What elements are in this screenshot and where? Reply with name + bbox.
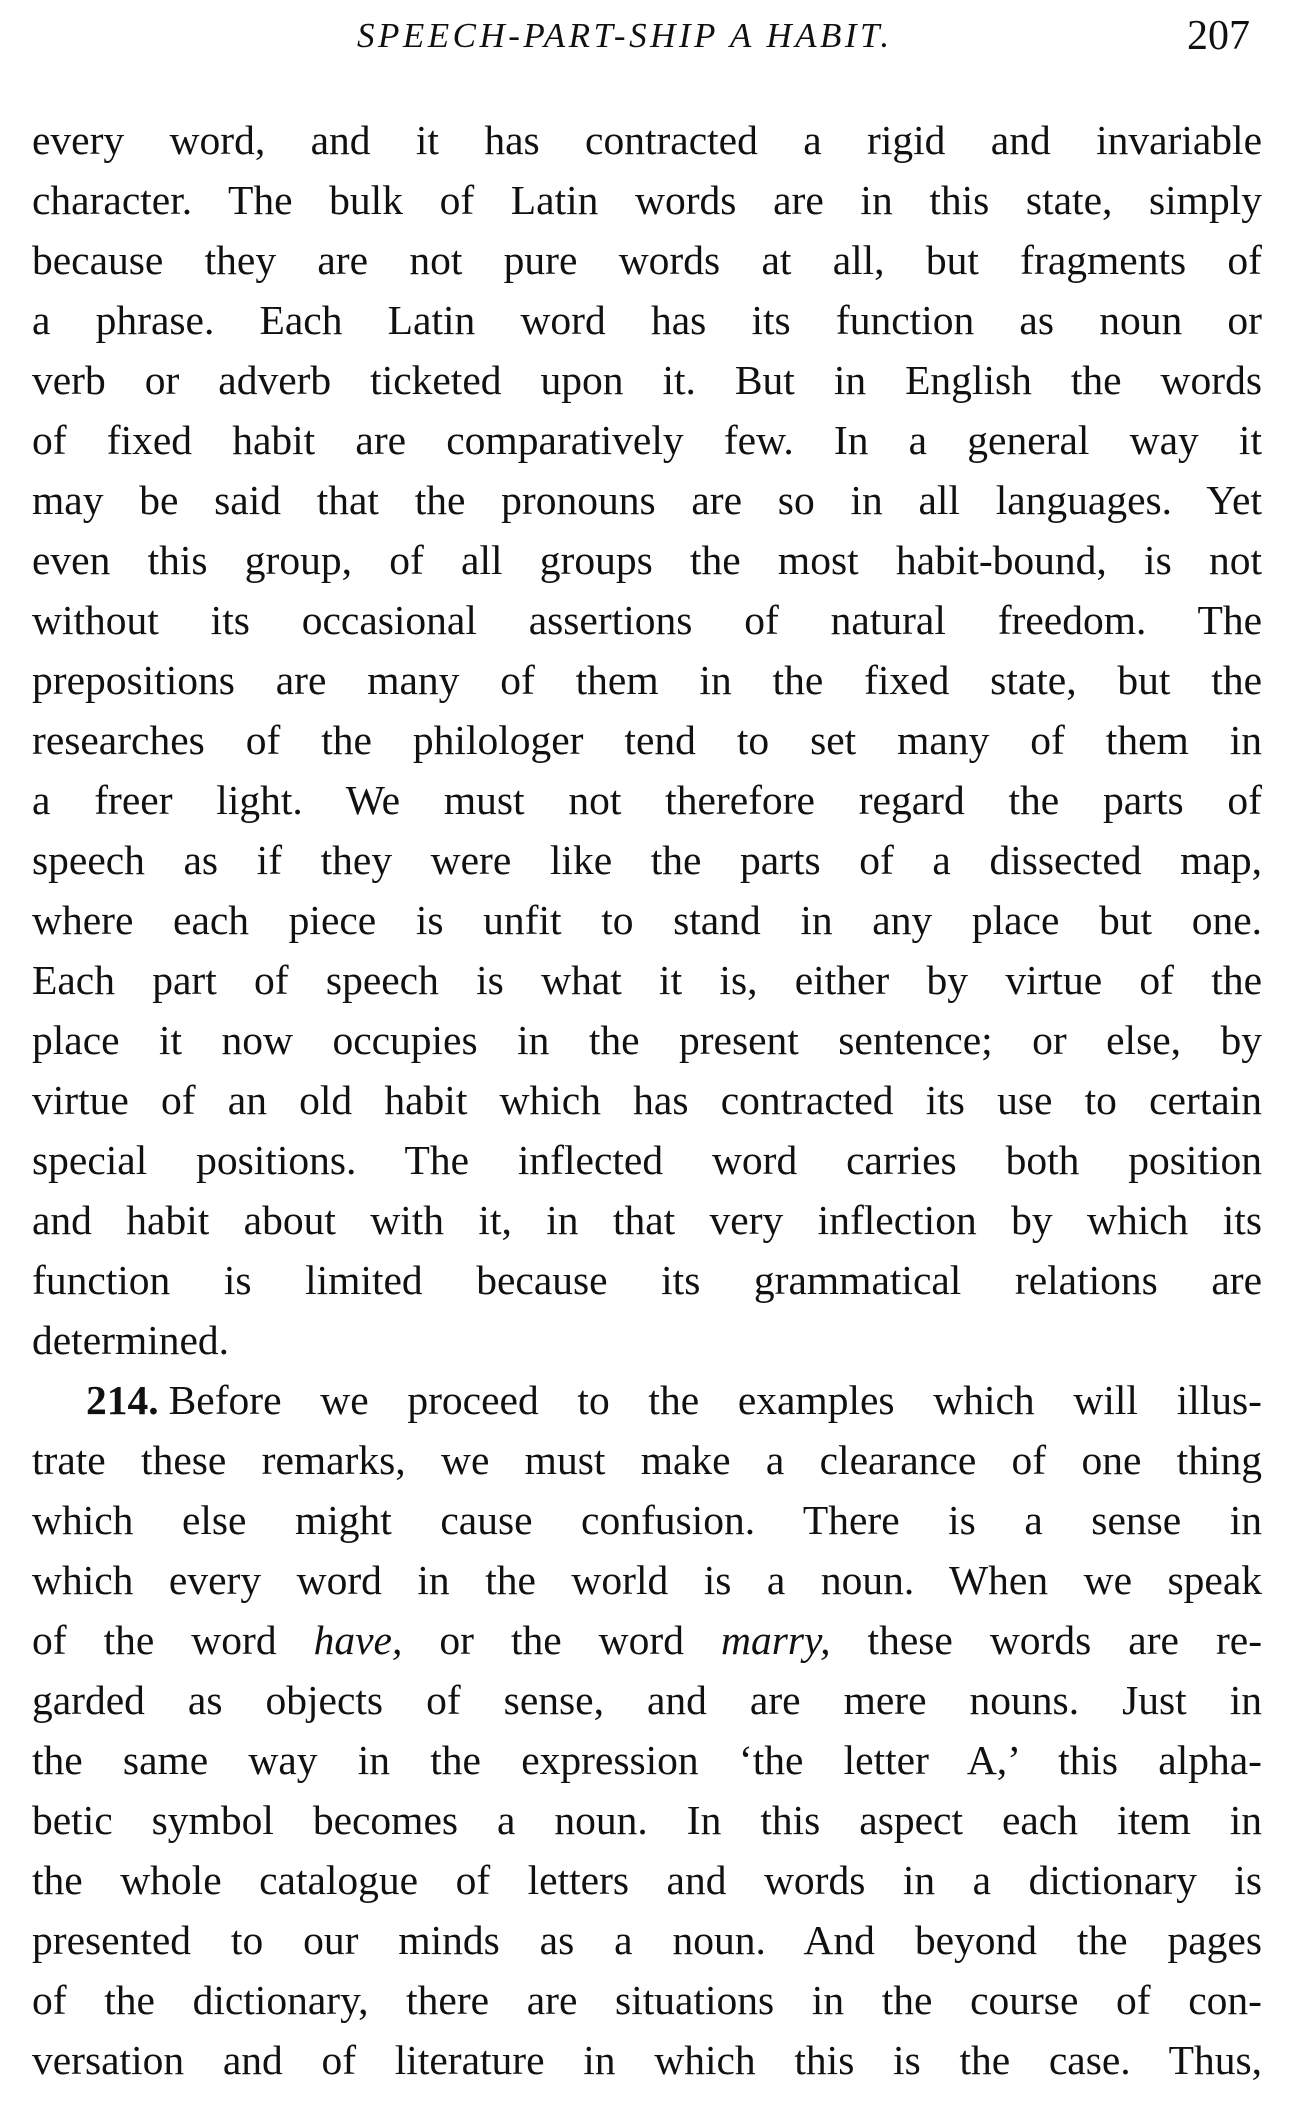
text-line: every word, and it has contracted a rigid and invariable [32, 117, 1262, 163]
text-segment: these words are re- [830, 1617, 1263, 1663]
text-line: of the dictionary, there are situations in the course of con- [32, 1977, 1262, 2023]
text-line: may be said that the pronouns are so in all languages. Yet [32, 477, 1262, 523]
text-line: garded as objects of sense, and are mere nouns. Just in [32, 1677, 1262, 1723]
text-line: even this group, of all groups the most habit-bound, is not [32, 537, 1262, 583]
text-line: special positions. The inflected word carries both position [32, 1137, 1262, 1183]
text-line: function is limited because its grammatical relations are [32, 1257, 1262, 1303]
italic-word: marry, [720, 1617, 831, 1663]
text-line: the whole catalogue of letters and words in a dictionary is [32, 1857, 1262, 1903]
text-line: of fixed habit are comparatively few. In a general way it [32, 417, 1262, 463]
text-line: which else might cause confusion. There is a sense in [32, 1497, 1262, 1543]
text-line: versation and of literature in which this is the case. Thus, [32, 2037, 1262, 2083]
text-line: researches of the philologer tend to set many of them in [32, 717, 1262, 763]
text-line: place it now occupies in the present sentence; or else, by [32, 1017, 1262, 1063]
text-line: speech as if they were like the parts of a dissected map, [32, 837, 1262, 883]
running-head [30, 13, 1270, 76]
text-line: and habit about with it, in that very inflection by which its [32, 1197, 1262, 1243]
text-line: verb or adverb ticketed upon it. But in English the words [32, 357, 1262, 403]
body-text [32, 110, 1262, 2090]
text-line: character. The bulk of Latin words are in this state, simply [32, 177, 1262, 223]
text-line: presented to our minds as a noun. And beyond the pages [32, 1917, 1262, 1963]
text-line: without its occasional assertions of natural freedom. The [32, 597, 1262, 643]
text-line: a phrase. Each Latin word has its function as noun or [32, 297, 1262, 343]
paragraph-214 [32, 1370, 1262, 2090]
text-segment: or the word [402, 1617, 721, 1663]
text-line: trate these remarks, we must make a clearance of one thing [32, 1437, 1262, 1483]
text-line: because they are not pure words at all, but fragments of [32, 237, 1262, 283]
page-number: 207 [1187, 13, 1250, 59]
text-line-with-italics [32, 1610, 1262, 1670]
running-title: SPEECH-PART-SHIP A HABIT. [357, 16, 893, 55]
text-line: the same way in the expression ‘the letter A,’ this alpha- [32, 1737, 1262, 1783]
text-line: a freer light. We must not therefore regard the parts of [32, 777, 1262, 823]
paragraph-1 [32, 110, 1262, 1370]
paragraph-first-line [32, 1370, 1262, 1430]
text-line: Each part of speech is what it is, either by virtue of the [32, 957, 1262, 1003]
text-line: determined. [32, 1317, 230, 1363]
text-line: which every word in the world is a noun. When we speak [32, 1557, 1262, 1603]
text-line: prepositions are many of them in the fixed state, but the [32, 657, 1262, 703]
paragraph-number: 214. [86, 1377, 159, 1423]
text-line: virtue of an old habit which has contracted its use to certain [32, 1077, 1262, 1123]
text-segment: of the word [32, 1617, 314, 1663]
text-line: betic symbol becomes a noun. In this aspect each item in [32, 1797, 1262, 1843]
italic-word: have, [313, 1617, 403, 1663]
text-line: where each piece is unfit to stand in any place but one. [32, 897, 1262, 943]
text-line: Before we proceed to the examples which will illus- [168, 1377, 1262, 1423]
